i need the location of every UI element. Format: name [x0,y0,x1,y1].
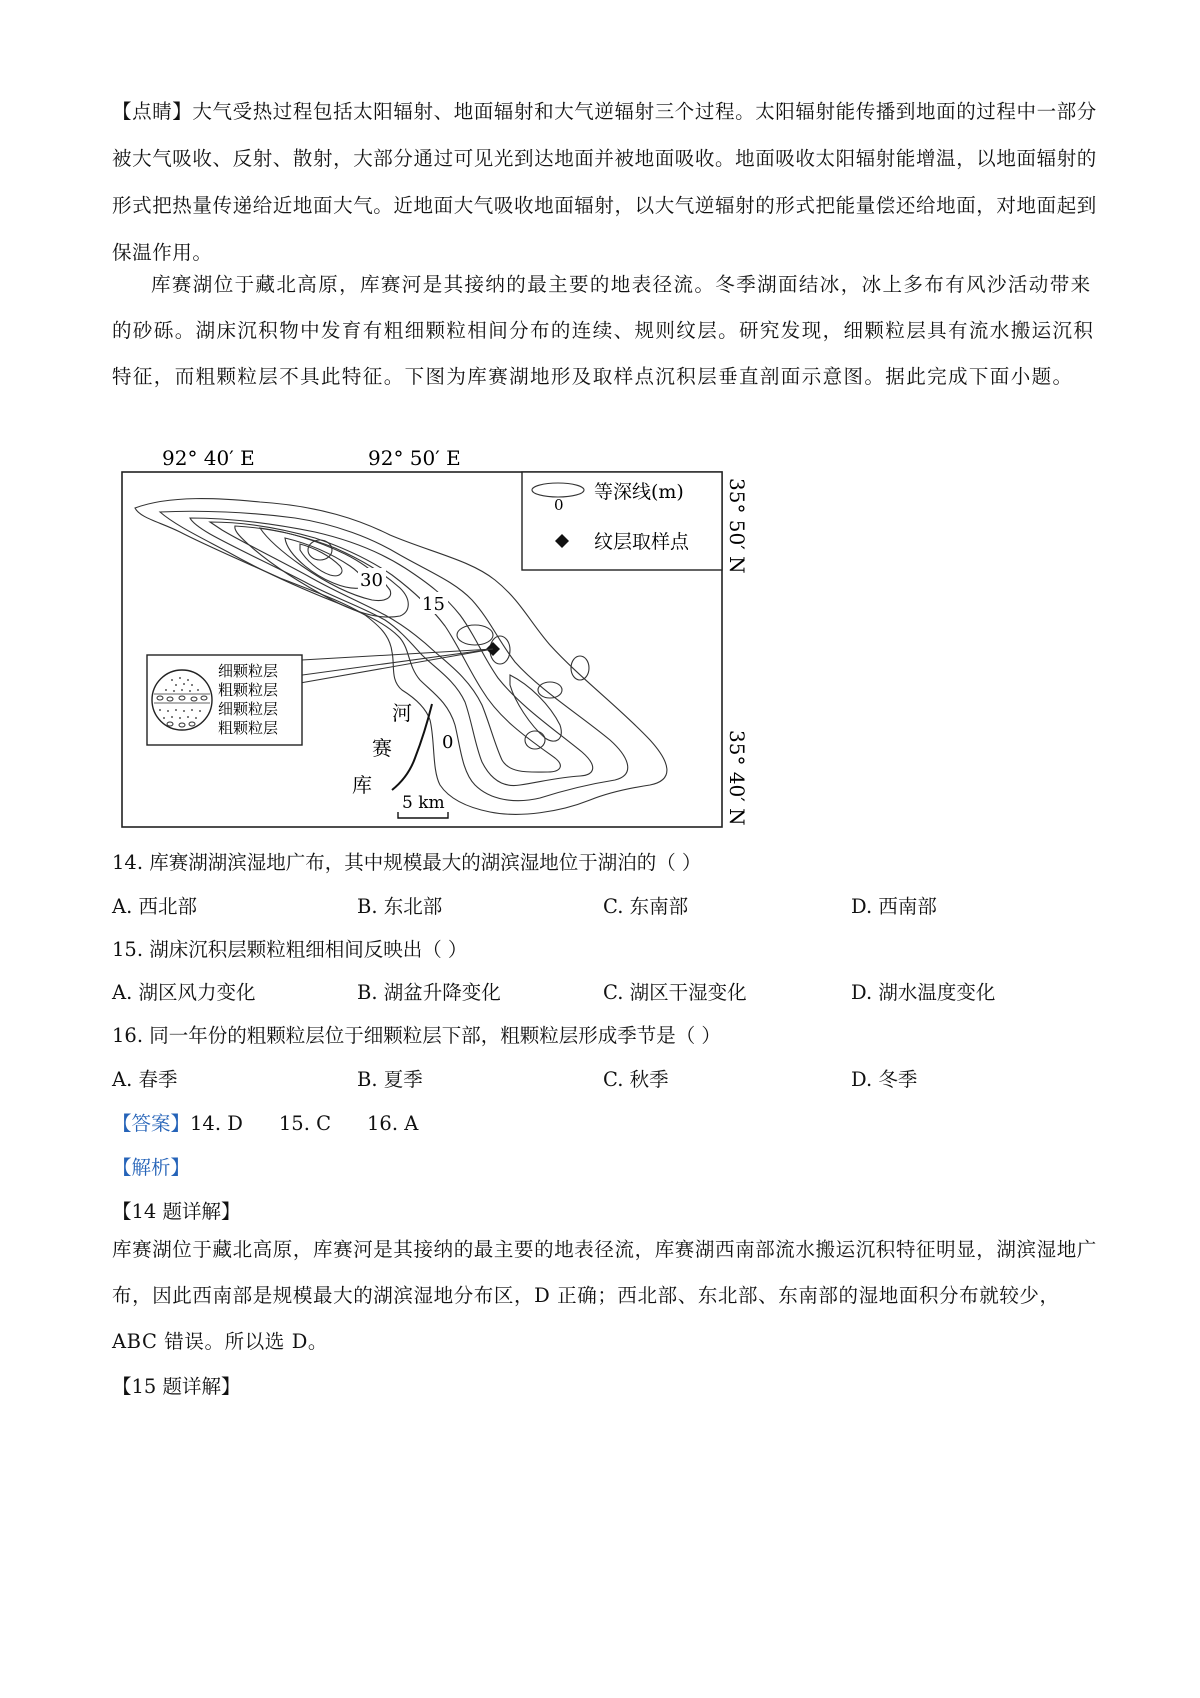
intro-text: 大气受热过程包括太阳辐射、地面辐射和大气逆辐射三个过程。太阳辐射能传播到地面的过程中一部分被大气吸收、反射、散射，大部分通过可见光到达地面并被地面吸收。地面吸收太阳辐射能增温，以地面辐射的形式把热量传递给近地面大气。近地面大气吸收地面辐射，以大气逆辐射的形式把能量偿还给地面，对地面起到保温作用。 [112,100,1097,264]
q14-option-c: C. 东南部 [603,895,689,918]
depth-label-30: 30 [360,570,383,591]
lon-left-label: 92° 40′ E [162,446,255,470]
core-sample-circle [152,670,212,730]
q16-option-b: B. 夏季 [357,1068,423,1091]
q16-option-d: D. 冬季 [851,1068,918,1091]
q15-option-c: C. 湖区干湿变化 [603,981,747,1004]
q14-option-b: B. 东北部 [357,895,443,918]
q14-option-a: A. 西北部 [112,895,197,918]
q15-option-a: A. 湖区风力变化 [112,981,256,1004]
detail-14-label: 【14 题详解】 [112,1200,241,1223]
detail-14-text: 库赛湖位于藏北高原，库赛河是其接纳的最主要的地表径流，库赛湖西南部流水搬运沉积特征明显，湖滨湿地广布，因此西南部是规模最大的湖滨湿地分布区，D 正确；西北部、东北部、东南部的湿地面积分布就较少，ABC 错误。所以选 D。 [112,1238,1097,1353]
answer-line [112,1109,418,1139]
river-char-1: 河 [392,701,412,725]
passage-paragraph: 库赛湖位于藏北高原，库赛河是其接纳的最主要的地表径流。冬季湖面结冰，冰上多布有风沙活动带来的砂砾。湖床沉积物中发育有粗细颗粒相间分布的连续、规则纹层。研究发现，细颗粒层具有流水搬运沉积特征，而粗颗粒层不具此特征。下图为库赛湖地形及取样点沉积层垂直剖面示意图。据此完成下面小题。 [112,273,1095,388]
depth-label-15: 15 [422,594,445,615]
lon-right-label: 92° 50′ E [368,446,461,470]
q14-option-d: D. 西南部 [851,895,937,918]
depth-label-0: 0 [442,732,454,753]
layer-label-4: 粗颗粒层 [218,719,279,737]
q16-option-a: A. 春季 [112,1068,178,1091]
layer-label-3: 细颗粒层 [218,700,279,718]
detail-15-label: 【15 题详解】 [112,1375,241,1398]
legend-contour-value: 0 [554,496,564,514]
question-14-stem: 14. 库赛湖湖滨湿地广布，其中规模最大的湖滨湿地位于湖泊的（ ） [112,851,702,874]
answer-label: 【答案】 [112,1112,191,1135]
lat-bottom-label: 35° 40′ N [725,730,749,826]
intro-paragraph [112,88,1097,276]
legend-sample-label: 纹层取样点 [594,531,690,553]
answer-16: 16. A [367,1112,419,1135]
answer-15: 15. C [278,1112,332,1135]
scale-label: 5 km [402,793,445,813]
q15-option-d: D. 湖水温度变化 [851,981,996,1004]
intro-label: 【点睛】 [112,100,193,123]
river-char-3: 库 [352,773,372,797]
lake-map-figure [110,440,760,832]
lat-top-label: 35° 50′ N [725,478,749,574]
analysis-label: 【解析】 [112,1156,191,1179]
q15-option-b: B. 湖盆升降变化 [357,981,501,1004]
q16-option-c: C. 秋季 [603,1068,669,1091]
river-char-2: 赛 [372,736,392,760]
answer-14: 14. D [190,1112,243,1135]
question-16-stem: 16. 同一年份的粗颗粒层位于细颗粒层下部，粗颗粒层形成季节是（ ） [112,1024,721,1047]
legend-contour-label: 等深线(m) [594,481,684,503]
layer-label-1: 细颗粒层 [218,662,279,680]
question-15-stem: 15. 湖床沉积层颗粒粗细相间反映出（ ） [112,938,468,961]
layer-label-2: 粗颗粒层 [218,681,279,699]
